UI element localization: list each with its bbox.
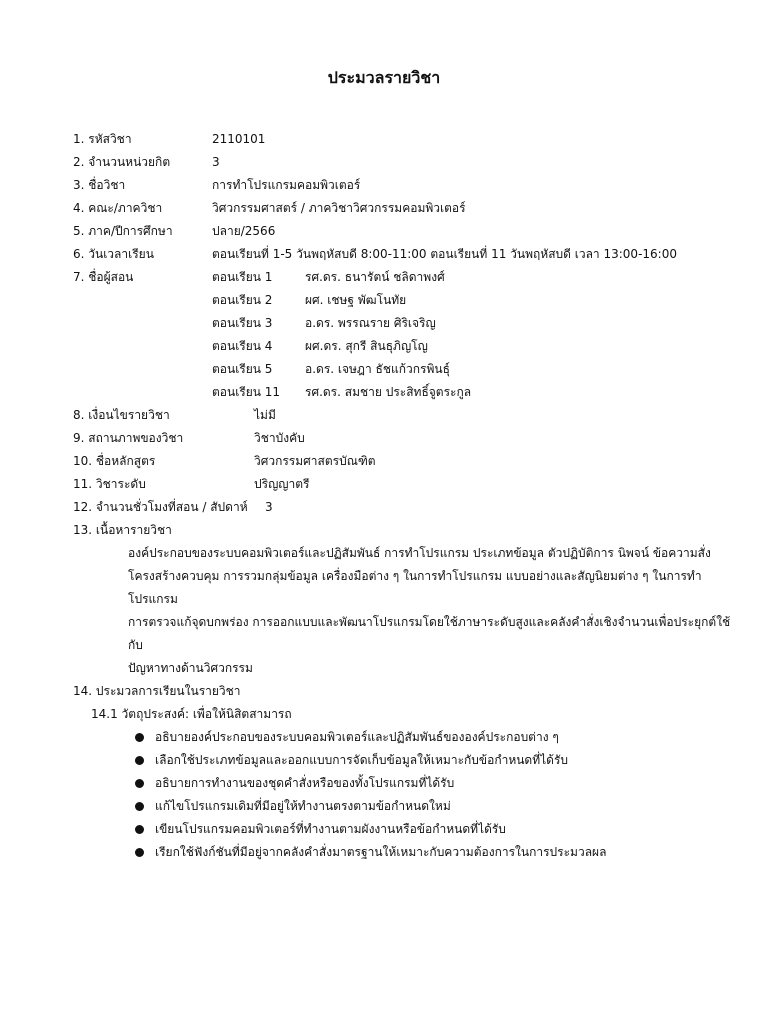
instructor-row	[73, 312, 733, 335]
info-key: 9. สถานภาพของวิชา	[73, 431, 184, 445]
section-teacher: รศ.ดร. สมชาย ประสิทธิ์จูตระกูล	[305, 385, 472, 399]
info-value: วิชาบังคับ	[254, 431, 305, 445]
info-value: ปลาย/2566	[212, 224, 276, 238]
section-teacher: อ.ดร. เจษฎา ธัชแก้วกรพินธุ์	[305, 362, 450, 376]
objective-item	[73, 726, 733, 749]
info-row-semester	[73, 220, 733, 243]
content-heading	[73, 519, 733, 542]
course-description	[73, 542, 738, 680]
info-value: การทำโปรแกรมคอมพิวเตอร์	[212, 178, 361, 192]
info-value: ตอนเรียนที่ 1-5 วันพฤหัสบดี 8:00-11:00 ตอนเรียนที่ 11 วันพฤหัสบดี เวลา 13:00-16:00	[212, 247, 677, 261]
info-key: 2. จำนวนหน่วยกิต	[73, 155, 171, 169]
objectives-list	[73, 726, 733, 864]
bullet-icon	[135, 756, 144, 765]
objective-text: เขียนโปรแกรมคอมพิวเตอร์ที่ทำงานตามผังงานหรือข้อกำหนดที่ได้รับ	[155, 822, 506, 836]
info-key: 12. จำนวนชั่วโมงที่สอน / สัปดาห์	[73, 500, 248, 514]
info-key: 7. ชื่อผู้สอน	[73, 270, 134, 284]
info-value: ไม่มี	[254, 408, 276, 422]
info-row-course-code	[73, 128, 733, 151]
objective-text: เรียกใช้ฟังก์ชันที่มีอยู่จากคลังคำสั่งมาตรฐานให้เหมาะกับความต้องการในการประมวลผล	[155, 845, 607, 859]
info-row-faculty	[73, 197, 733, 220]
info-row-hours	[73, 496, 733, 519]
info-row-curriculum	[73, 450, 733, 473]
info-key: 1. รหัสวิชา	[73, 132, 132, 146]
objective-item	[73, 818, 733, 841]
objective-item	[73, 795, 733, 818]
info-key: 13. เนื้อหารายวิชา	[73, 523, 172, 537]
section-name: ตอนเรียน 5	[212, 362, 273, 376]
info-value: 3	[212, 155, 220, 169]
instructor-row	[73, 266, 733, 289]
info-value: ปริญญาตรี	[254, 477, 310, 491]
objective-item	[73, 841, 733, 864]
info-value: วิศวกรรมศาสตร์ / ภาควิชาวิศวกรรมคอมพิวเตอร์	[212, 201, 466, 215]
objective-text: อธิบายองค์ประกอบของระบบคอมพิวเตอร์และปฏิสัมพันธ์ขององค์ประกอบต่าง ๆ	[155, 730, 559, 744]
info-value: วิศวกรรมศาสตรบัณฑิต	[254, 454, 376, 468]
info-row-status	[73, 427, 733, 450]
description-line: โครงสร้างควบคุม การรวมกลุ่มข้อมูล เครื่องมือต่าง ๆ ในการทำโปรแกรม แบบอย่างและสัญนิยมต่าง ๆ ในการทำโปรแกรม	[128, 569, 702, 606]
info-row-prerequisite	[73, 404, 733, 427]
section-teacher: ผศ.ดร. สุกรี สินธุภิญโญ	[305, 339, 428, 353]
info-key: 11. วิชาระดับ	[73, 477, 146, 491]
bullet-icon	[135, 779, 144, 788]
description-line: ปัญหาทางด้านวิศวกรรม	[128, 661, 253, 675]
description-line: การตรวจแก้จุดบกพร่อง การออกแบบและพัฒนาโปรแกรมโดยใช้ภาษาระดับสูงและคลังคำสั่งเชิงจำนวนเพื่อประยุกต์ใช้กับ	[128, 615, 731, 652]
info-row-schedule	[73, 243, 733, 266]
section-name: ตอนเรียน 11	[212, 385, 281, 399]
bullet-icon	[135, 825, 144, 834]
info-row-course-name	[73, 174, 733, 197]
info-key: 5. ภาค/ปีการศึกษา	[73, 224, 173, 238]
objective-heading: 14.1 วัตถุประสงค์: เพื่อให้นิสิตสามารถ	[91, 707, 292, 721]
info-key: 8. เงื่อนไขรายวิชา	[73, 408, 170, 422]
objective-text: อธิบายการทำงานของชุดคำสั่งหรือของทั้งโปรแกรมที่ได้รับ	[155, 776, 455, 790]
objective-item	[73, 772, 733, 795]
section-teacher: รศ.ดร. ธนารัตน์ ชลิดาพงศ์	[305, 270, 445, 284]
objective-text: เลือกใช้ประเภทข้อมูลและออกแบบการจัดเก็บข้อมูลให้เหมาะกับข้อกำหนดที่ได้รับ	[155, 753, 569, 767]
info-key: 10. ชื่อหลักสูตร	[73, 454, 156, 468]
objective-item	[73, 749, 733, 772]
info-key: 14. ประมวลการเรียนในรายวิชา	[73, 684, 241, 698]
section-name: ตอนเรียน 2	[212, 293, 273, 307]
info-row-level	[73, 473, 733, 496]
instructor-row	[73, 289, 733, 312]
objective-text: แก้ไขโปรแกรมเดิมที่มีอยู่ให้ทำงานตรงตามข้อกำหนดใหม่	[155, 799, 451, 813]
course-info	[73, 128, 733, 864]
bullet-icon	[135, 848, 144, 857]
bullet-icon	[135, 802, 144, 811]
info-value: 3	[265, 500, 273, 514]
document-title: ประมวลรายวิชา	[327, 68, 441, 87]
instructor-row	[73, 381, 733, 404]
info-value: 2110101	[212, 132, 266, 146]
info-key: 6. วันเวลาเรียน	[73, 247, 154, 261]
evaluation-heading	[73, 680, 733, 703]
info-key: 4. คณะ/ภาควิชา	[73, 201, 163, 215]
instructor-row	[73, 335, 733, 358]
description-line: องค์ประกอบของระบบคอมพิวเตอร์และปฏิสัมพันธ์ การทำโปรแกรม ประเภทข้อมูล ตัวปฏิบัติการ นิพจน์ ข้อความสั่ง	[128, 546, 711, 560]
instructor-row	[73, 358, 733, 381]
section-name: ตอนเรียน 4	[212, 339, 273, 353]
info-row-credits	[73, 151, 733, 174]
bullet-icon	[135, 733, 144, 742]
info-key: 3. ชื่อวิชา	[73, 178, 126, 192]
section-name: ตอนเรียน 1	[212, 270, 273, 284]
section-teacher: อ.ดร. พรรณราย ศิริเจริญ	[305, 316, 436, 330]
section-teacher: ผศ. เชษฐ พัฒโนทัย	[305, 293, 407, 307]
section-name: ตอนเรียน 3	[212, 316, 273, 330]
